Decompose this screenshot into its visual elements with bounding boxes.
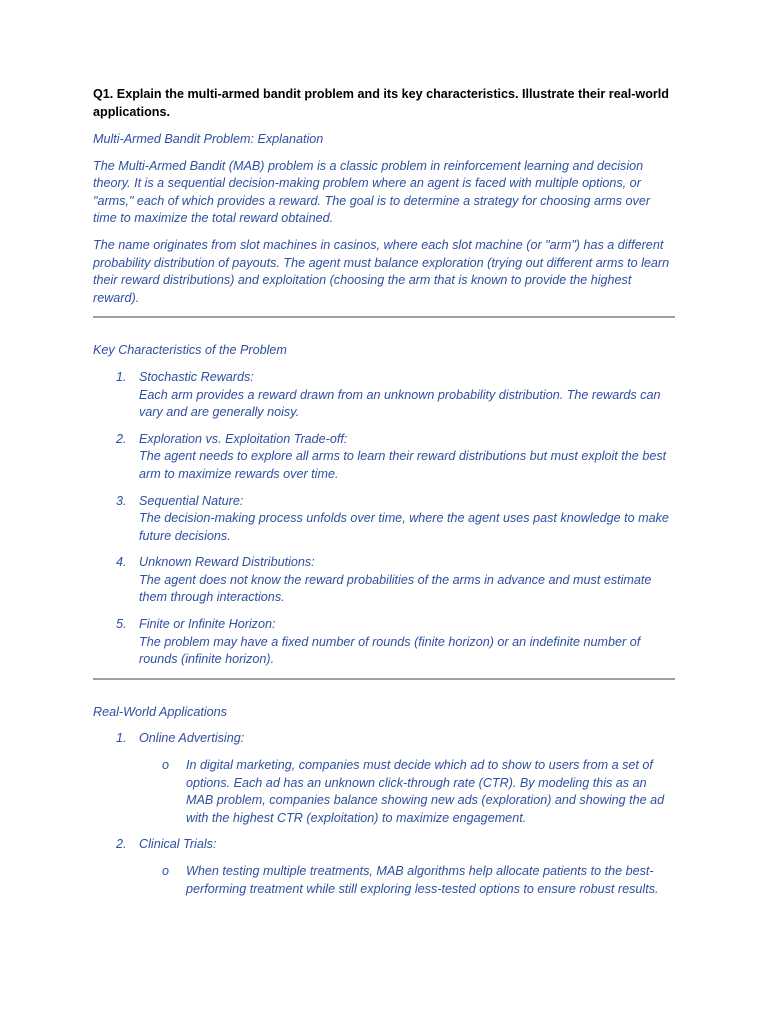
- document-page: [93, 86, 675, 907]
- explanation-heading: Multi-Armed Bandit Problem: Explanation: [93, 132, 324, 146]
- application-item: [93, 730, 675, 827]
- characteristic-item: [93, 554, 675, 607]
- characteristics-list: [93, 369, 675, 669]
- applications-heading: Real-World Applications: [93, 704, 227, 719]
- characteristic-title: Unknown Reward Distributions:: [139, 555, 315, 570]
- applications-list: [93, 730, 675, 898]
- section-divider: [93, 316, 675, 318]
- list-number: 2.: [116, 431, 127, 446]
- characteristic-description: The agent does not know the reward probabilities of the arms in advance and must estimate them through interactions.: [139, 572, 652, 605]
- list-number: 4.: [116, 555, 127, 570]
- characteristic-item: [93, 431, 675, 484]
- application-bullet-item: [139, 757, 675, 827]
- question-text: Q1. Explain the multi-armed bandit problem and its key characteristics. Illustrate their real-world applications.: [93, 87, 669, 119]
- list-number: 5.: [116, 617, 127, 632]
- bullet-marker: o: [162, 758, 170, 773]
- list-number: 2.: [116, 837, 127, 852]
- list-number: 1.: [116, 731, 127, 746]
- application-sublist: [139, 863, 675, 898]
- explanation-paragraph-2: The name originates from slot machines in casinos, where each slot machine (or "arm") has a different probability distribution of payouts. The agent must balance exploration (trying out different arms to learn their reward distributions) and exploitation (choosing the arm that is known to provide the highest reward).: [93, 237, 670, 305]
- characteristic-title: Stochastic Rewards:: [139, 369, 254, 384]
- list-number: 3.: [116, 493, 127, 508]
- characteristic-description: The problem may have a fixed number of rounds (finite horizon) or an indefinite number of rounds (infinite horizon).: [139, 634, 641, 667]
- bullet-marker: o: [162, 864, 170, 878]
- characteristics-heading: Key Characteristics of the Problem: [93, 343, 287, 358]
- characteristic-description: Each arm provides a reward drawn from an unknown probability distribution. The rewards can vary and are generally noisy.: [139, 387, 661, 420]
- characteristic-title: Exploration vs. Exploitation Trade-off:: [139, 431, 348, 446]
- application-sublist: [139, 757, 675, 827]
- characteristic-description: The agent needs to explore all arms to learn their reward distributions but must exploit the best arm to maximize rewards over time.: [139, 449, 667, 481]
- characteristic-title: Finite or Infinite Horizon:: [139, 617, 276, 632]
- characteristic-item: [93, 369, 675, 422]
- characteristic-item: [93, 616, 675, 669]
- application-title: Clinical Trials:: [139, 837, 217, 852]
- characteristic-description: The decision-making process unfolds over time, where the agent uses past knowledge to make future decisions.: [139, 511, 669, 543]
- application-description: In digital marketing, companies must decide which ad to show to users from a set of options. Each ad has an unknown click-through rate (CTR). By modeling this as an MAB problem, companies balance showing new ads (exploration) and showing the ad with the highest CTR (exploitation) to maximize engagement.: [186, 758, 665, 825]
- list-number: 1.: [116, 369, 127, 384]
- section-divider: [93, 678, 675, 680]
- explanation-paragraph-1: The Multi-Armed Bandit (MAB) problem is a classic problem in reinforcement learning and decision theory. It is a sequential decision-making problem where an agent is faced with multiple options, or "arms," each of which provides a reward. The goal is to determine a strategy for choosing arms over time to maximize the total reward obtained.: [93, 158, 651, 226]
- application-bullet-item: [139, 863, 675, 898]
- application-title: Online Advertising:: [139, 731, 245, 746]
- characteristic-item: [93, 493, 675, 546]
- application-description: When testing multiple treatments, MAB algorithms help allocate patients to the best-performing treatment while still exploring less-tested options to ensure robust results.: [186, 864, 659, 896]
- application-item: [93, 836, 675, 898]
- characteristic-title: Sequential Nature:: [139, 493, 244, 508]
